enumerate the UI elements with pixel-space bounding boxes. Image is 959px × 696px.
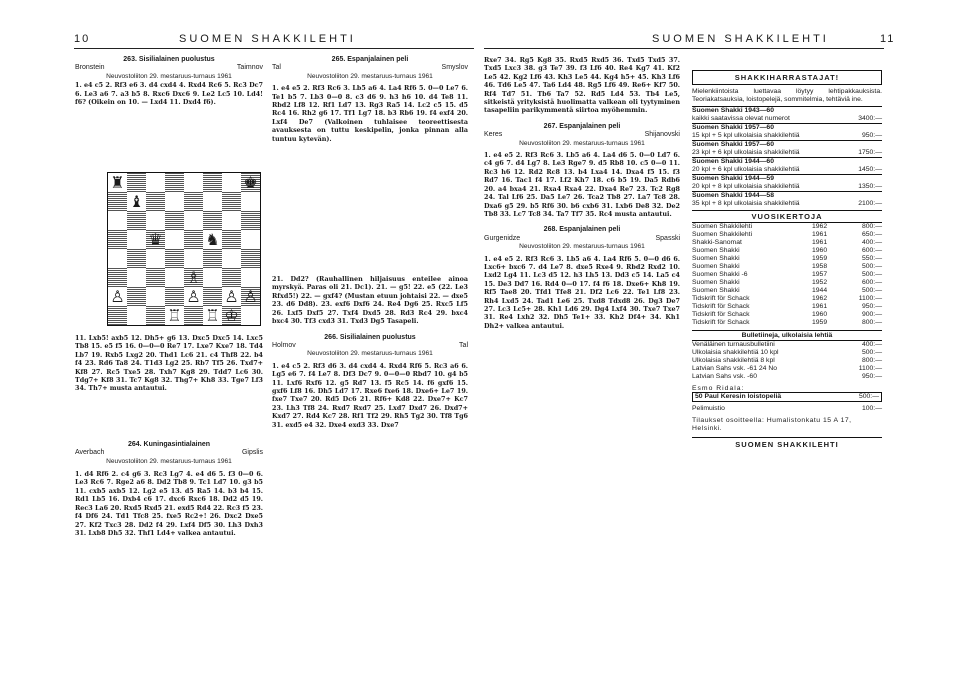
volume-year: 1952 (812, 279, 828, 286)
volumes-title: VUOSIKERTOJA (692, 210, 882, 223)
offer-price: 1750:— (858, 149, 882, 156)
volume-row (692, 255, 882, 263)
volume-price: 500:— (861, 263, 882, 270)
chess-piece: ♙ (224, 287, 239, 306)
board-square (222, 192, 241, 211)
offer-row (692, 132, 882, 140)
board-square (127, 268, 146, 287)
bulletin-list (692, 341, 882, 381)
board-square (165, 249, 184, 268)
game-266-moves: 1. e4 c5 2. Rf3 d6 3. d4 cxd4 4. Rxd4 Rf6 5. Rc3 a6 6. Lg5 e6 7. f4 Le7 8. Df3 Dc7 9. 0—0—0 Rbd7 10. g4 b5 11. Lxf6 Rxf6 12. g5 Rd7 13. f5 Rc5 14. f6 gxf6 15. gxf6 Lf8 16. Dh5 Ld7 17. Rxe6 fxe6 18. Dxe6+ Le7 19. fxe7 Txe7 20. Rd5 Dc6 21. Rf6+ Kd8 22. Dxe7+ Kc7 23. Lh3 Tf8 24. Rxd7 Rxd7 25. Lxd7 Dxd7 26. Dxd7+ Kxd7 27. Rd4 Kc7 28. Rf1 Tf2 29. Rh5 Tg2 30. Tf8 Tg6 31. exd5 e4 32. Dxe4 exd3 33. Dxe7 (272, 361, 468, 429)
offer-name: Suomen Shakki 1944—60 (692, 157, 882, 166)
column-1-lower (75, 334, 263, 537)
game-263-players (75, 64, 263, 72)
board-square (108, 306, 127, 325)
chess-piece: ♜ (110, 173, 125, 192)
board-square (108, 192, 127, 211)
board-square (165, 211, 184, 230)
volume-row (692, 303, 882, 311)
ad-footer: SUOMEN SHAKKILEHTI (692, 437, 882, 449)
bulletin-row (692, 349, 882, 357)
bulletin-name: Venäläinen turnausbulletiini (692, 341, 775, 348)
volume-price: 950:— (861, 303, 882, 310)
game-267-title: 267. Espanjalainen peli (543, 122, 621, 130)
game-267-players (484, 131, 680, 139)
ad-title: SHAKKIHARRASTAJAT! (692, 70, 882, 85)
volume-name: Suomen Shakki (692, 247, 740, 254)
board-square (108, 268, 127, 287)
board-square (127, 306, 146, 325)
game-265-title: 265. Espanjalainen peli (331, 56, 409, 63)
volume-name: Suomen Shakki (692, 287, 740, 294)
board-square (203, 268, 222, 287)
board-square (127, 173, 146, 192)
bulletin-price: 500:— (861, 349, 882, 356)
volume-year: 1957 (812, 271, 828, 278)
offer-price: 3400:— (858, 115, 882, 122)
board-square (146, 192, 165, 211)
board-square (184, 306, 203, 325)
ad-intro: Mielenkiintoista luettavaa löytyy lehtipakkauksista. Teoriakatsauksia, loistopelejä, sommitelmia, tehtäviä ine. (692, 88, 882, 103)
volume-year: 1961 (812, 231, 828, 238)
volume-year: 1959 (812, 255, 828, 262)
order-address: Tilaukset osoitteella: Humalistonkatu 15 A 17, Helsinki. (692, 417, 852, 432)
pelimuistio-row (692, 405, 882, 413)
bulletin-row (692, 365, 882, 373)
column-2 (272, 56, 468, 429)
offer-row (692, 115, 882, 123)
game-266-players (272, 342, 468, 350)
offer-name: Suomen Shakki 1957—60 (692, 123, 882, 132)
board-square (108, 249, 127, 268)
volume-price: 400:— (861, 239, 882, 246)
black-player: Gipslis (241, 449, 263, 457)
offer-note: kaikki saatavissa olevat numerot (692, 115, 790, 122)
game-263-event: Neuvostoliiton 29. mestaruus-turnaus 1961 (106, 72, 232, 80)
book-row (692, 392, 882, 402)
volume-price: 500:— (861, 271, 882, 278)
white-player: Averbach (75, 449, 105, 457)
game-266-event: Neuvostoliiton 29. mestaruus-turnaus 1961 (307, 350, 433, 358)
game-267-moves: 1. e4 e5 2. Rf3 Rc6 3. Lb5 a6 4. La4 d6 5. 0—0 Ld7 6. c4 g6 7. d4 Lg7 8. Le3 Rge7 9. d5 Rb8 10. c5 0—0 11. Rc3 h6 12. Rd2 Rc8 13. b4 Lxa4 14. Dxa4 f5 15. f3 Rd7 16. Tac1 f4 17. Lf2 Kh7 18. c6 b5 19. Da5 Rdb6 20. a4 bxa4 21. Rxa4 Rxa4 22. Dxa4 Re7 23. Tc2 Rg8 24. Tal Lf6 25. Da5 Le7 26. Tca2 Tb8 27. La7 Tc8 28. Dxa6 g5 29. b5 Rf6 30. b6 cxb6 31. Lxb6 De8 32. De2 Tb8 33. Lc7 Tc8 34. Ta7 Tf7 35. Rc4 musta antautui. (484, 151, 680, 218)
bulletin-row (692, 357, 882, 365)
bulletin-row (692, 373, 882, 381)
offer-row (692, 166, 882, 174)
game-268-title: 268. Espanjalainen peli (543, 226, 621, 234)
game-264-players (75, 449, 263, 457)
chess-piece: ♗ (186, 268, 201, 287)
chess-piece: ♖ (167, 306, 182, 325)
bulletin-price: 1100:— (858, 365, 882, 372)
board-square (184, 249, 203, 268)
volume-row (692, 287, 882, 295)
board-square (146, 249, 165, 268)
game-263-title: 263. Sisilialainen puolustus (123, 56, 215, 63)
game-268-event: Neuvostoliiton 29. mestaruus-turnaus 1961 (519, 243, 645, 251)
board-square (241, 211, 260, 230)
bulletin-name: Latvian Sahs vsk. -60 (692, 373, 757, 380)
offer-price: 2100:— (858, 200, 882, 207)
board-square (222, 211, 241, 230)
offer-note: 23 kpl + 6 kpl ulkolaisia shakkilehtiä (692, 149, 800, 156)
game-263-moves-1: 1. e4 c5 2. Rf3 e6 3. d4 cxd4 4. Rxd4 Rc6 5. Rc3 Dc7 6. Le3 a6 7. a3 b5 8. Rxc6 Dxc6 9. Le2 Lc5 10. Ld4! f6? (Oikein on 10. — Lxd4 11. Dxd4 f6). (75, 81, 263, 107)
offer-price: 1350:— (858, 183, 882, 190)
board-square (203, 249, 222, 268)
volume-price: 800:— (861, 223, 882, 230)
board-square (146, 211, 165, 230)
board-square (127, 230, 146, 249)
header-rule-left (74, 48, 474, 49)
volume-row (692, 231, 882, 239)
volume-name: Suomen Shakkilehti (692, 231, 753, 238)
black-player: Smyslov (441, 64, 468, 72)
board-square (203, 211, 222, 230)
board-square (146, 287, 165, 306)
volume-price: 1100:— (858, 295, 882, 302)
volume-row (692, 223, 882, 231)
board-square (203, 192, 222, 211)
volume-year: 1959 (812, 319, 828, 326)
volume-year: 1960 (812, 247, 828, 254)
offer-name: Suomen Shakki 1944—58 (692, 191, 882, 200)
game-266-title: 266. Sisilialainen puolustus (324, 333, 416, 341)
offer-name: Suomen Shakki 1957—60 (692, 140, 882, 149)
board-square (165, 192, 184, 211)
volume-name: Shakki-Sanomat (692, 239, 742, 246)
offer-row (692, 149, 882, 157)
chess-piece: ♞ (205, 230, 220, 249)
volume-price: 650:— (861, 231, 882, 238)
offer-note: 15 kpl + 5 kpl ulkolaisia shakkilehtiä (692, 132, 800, 139)
volume-year: 1962 (812, 295, 828, 302)
game-263-moves-2: 11. Lxb5! axb5 12. Dh5+ g6 13. Dxc5 Dxc5 14. Lxc5 Tb8 15. e5 f5 16. 0—0—0 Re7 17. Lxe7 Kxe7 18. Td4 Lb7 19. Rxb5 Lxg2 20. Thd1 Lc6 21. c4 Thf8 22. b4 f4 23. Rd6 Ta8 24. T1d3 Lg2 25. Rb7 Tf5 26. Txd7+ Kf8 27. Rc5 Txe5 28. Txh7 Kg8 29. Tdd7 Lc6 30. Tdg7+ Kf8 31. Tc7 Kg8 32. Thg7+ Kh8 33. Tge7 Lf3 34. Th7+ musta antautui. (75, 334, 263, 393)
volume-year: 1961 (812, 303, 828, 310)
black-player: Shijanovski (644, 131, 680, 139)
volume-name: Tidskrift för Schack (692, 295, 750, 302)
page-number-left: 10 (74, 33, 91, 45)
volume-name: Tidskrift för Schack (692, 303, 750, 310)
offer-name: Suomen Shakki 1943—60 (692, 106, 882, 115)
board-square (127, 211, 146, 230)
board-square (241, 192, 260, 211)
header-rule-right (484, 48, 884, 49)
chess-diagram (107, 172, 261, 326)
column-3 (484, 56, 680, 330)
chess-piece: ♙ (110, 287, 125, 306)
chess-piece: ♚ (243, 173, 258, 192)
game-265-players (272, 64, 468, 72)
volume-price: 600:— (861, 247, 882, 254)
offer-note: 20 kpl + 8 kpl ulkolaisia shakkilehtiä (692, 183, 800, 190)
volume-price: 900:— (861, 311, 882, 318)
volume-year: 1962 (812, 223, 828, 230)
board-square (184, 173, 203, 192)
volume-row (692, 247, 882, 255)
book-price: 500:— (858, 393, 879, 400)
pelimuistio-price: 100:— (861, 405, 882, 412)
chess-piece: ♔ (224, 306, 239, 325)
volume-row (692, 311, 882, 319)
offer-price: 1450:— (858, 166, 882, 173)
book-name: 50 Paul Keresin loistopeliä (695, 393, 782, 400)
board-square (222, 230, 241, 249)
board-square (146, 306, 165, 325)
volume-year: 1944 (812, 287, 828, 294)
black-player: Tal (459, 341, 468, 349)
bulletin-price: 400:— (861, 341, 882, 348)
game-264-event: Neuvostoliiton 29. mestaruus-turnaus 1961 (106, 457, 232, 465)
volume-year: 1958 (812, 263, 828, 270)
volume-year: 1961 (812, 239, 828, 246)
board-square (222, 173, 241, 192)
black-player: Spasski (655, 234, 680, 242)
volume-name: Tidskrift för Schack (692, 311, 750, 318)
board-square (203, 287, 222, 306)
board-square (241, 249, 260, 268)
game-268-players (484, 235, 680, 243)
volume-name: Suomen Shakki (692, 255, 740, 262)
volume-row (692, 271, 882, 279)
chess-piece: ♛ (148, 230, 163, 249)
column-1 (75, 56, 263, 106)
board-square (184, 211, 203, 230)
game-265-moves: 1. e4 e5 2. Rf3 Rc6 3. Lb5 a6 4. La4 Rf6 5. 0—0 Le7 6. Te1 b5 7. Lb3 0—0 8. c3 d6 9. h3 h6 10. d4 Te8 11. Rbd2 Lf8 12. Rf1 Ld7 13. Rg3 Ra5 14. Lc2 c5 15. d5 Rc4 16. Rh2 g6 17. Tf1 Lg7 18. b3 Rb6 19. f4 exf4 20. Lxf4 De7 (Valkoinen tuhlaisee teoreettisesta avauksesta on tuttu keskipelin, jonka pinnan alla tuntuu kytevän). (272, 84, 468, 143)
volume-row (692, 295, 882, 303)
bulletins-title: Bulletiineja, ulkolaisia lehtiä (692, 330, 882, 341)
offer-note: 20 kpl + 6 kpl ulkolaisia shakkilehtiä (692, 166, 800, 173)
running-title-left: SUOMEN SHAKKILEHTI (179, 33, 356, 45)
bulletin-price: 950:— (861, 373, 882, 380)
game-268-moves: 1. e4 e5 2. Rf3 Rc6 3. Lb5 a6 4. La4 Rf6 5. 0—0 d6 6. Lxc6+ bxc6 7. d4 Le7 8. dxe5 Rxe4 9. Rbd2 Rxd2 10. Lxd2 Lg4 11. Lc3 d5 12. h3 Lh5 13. Dd3 c5 14. La5 c4 15. De3 Dd7 16. Rd4 0—0 17. f4 f6 18. Dxe6+ Kh8 19. Rf5 Tae8 20. Tfd1 Tfe8 21. Df2 Lc6 22. Te1 Lf8 23. Rh4 Lxd5 24. Tad1 Le6 25. Txd8 Tdxd8 26. Dg3 De7 27. Lc3 Lc5+ 28. Kh1 Ld6 29. Dg4 Lxf4 30. Txe7 Txe7 31. Re4 Lxh2 32. Dh5 Te1+ 33. Kh2 Df4+ 34. Kh1 Dh2+ valkea antautui. (484, 254, 680, 330)
bulletin-name: Latvian Sahs vsk. -61 24 No (692, 365, 778, 372)
board-square (108, 211, 127, 230)
volume-price: 500:— (861, 287, 882, 294)
volume-list (692, 223, 882, 327)
board-square (222, 268, 241, 287)
volume-name: Suomen Shakki (692, 263, 740, 270)
board-square (165, 287, 184, 306)
bulletin-price: 800:— (861, 357, 882, 364)
board-square (241, 268, 260, 287)
volume-row (692, 279, 882, 287)
bulletin-name: Ulkolaisia shakkilehtiä 8 kpl (692, 357, 775, 364)
white-player: Bronstein (75, 64, 105, 72)
bulletin-name: Ulkolaisia shakkilehtiä 10 kpl (692, 349, 779, 356)
white-player: Tal (272, 64, 281, 72)
board-square (184, 192, 203, 211)
esmo-label: Esmo Ridala: (692, 385, 745, 392)
offer-row (692, 183, 882, 191)
volume-name: Suomen Shakki -6 (692, 271, 748, 278)
board-square (203, 173, 222, 192)
board-square (241, 306, 260, 325)
board-square (165, 268, 184, 287)
chess-piece: ♙ (243, 287, 258, 306)
offer-note: 35 kpl + 8 kpl ulkolaisia shakkilehtiä (692, 200, 800, 207)
white-player: Holmov (272, 341, 296, 349)
volume-name: Tidskrift för Schack (692, 319, 750, 326)
volume-row (692, 263, 882, 271)
board-square (108, 230, 127, 249)
volume-price: 600:— (861, 279, 882, 286)
offer-row (692, 200, 882, 208)
volume-name: Suomen Shakkilehti (692, 223, 753, 230)
board-square (146, 173, 165, 192)
bulletin-row (692, 341, 882, 349)
chess-piece: ♙ (186, 287, 201, 306)
volume-row (692, 239, 882, 247)
white-player: Gurgenidze (484, 234, 521, 242)
chess-piece: ♖ (205, 306, 220, 325)
white-player: Keres (484, 131, 503, 139)
pelimuistio-name: Pelimuistio (692, 405, 725, 412)
game-264-title: 264. Kuningasintialainen (127, 440, 211, 448)
board-square (146, 268, 165, 287)
volume-year: 1960 (812, 311, 828, 318)
black-player: Taimnov (236, 64, 263, 72)
board-square (241, 230, 260, 249)
board-square (127, 287, 146, 306)
board-square (184, 230, 203, 249)
offer-price: 950:— (861, 132, 882, 139)
board-square (222, 249, 241, 268)
board-square (127, 249, 146, 268)
offer-list (692, 106, 882, 208)
board-square (165, 173, 184, 192)
sidebar-ad (692, 70, 882, 449)
volume-row (692, 319, 882, 327)
volume-name: Suomen Shakki (692, 279, 740, 286)
chess-piece: ♝ (129, 192, 144, 211)
volume-price: 550:— (861, 255, 882, 262)
game-265-continuation: 21. Dd2? (Rauhallinen hiljaisuus enteilee ainoa myrskyä. Paras oli 21. Dc1). 21. — g5! 22. e5 (22. Le3 Rfxd5!) 22. — gxf4? (Mustan etuun johtaisi 22. — dxe5 23. d6 Dd8). 23. exf6 Dxf6 24. Re4 Dg6 25. Rxc5 Lf5 26. Lxf5 Dxf5 27. Txf4 Dxd5 28. Rd3 Rc4 29. bxc4 bxc4 30. Tf3 cxd3 31. Txd3 Dg5 Tasapeli. (272, 275, 468, 326)
volume-price: 800:— (861, 319, 882, 326)
game-264-moves: 1. d4 Rf6 2. c4 g6 3. Rc3 Lg7 4. e4 d6 5. f3 0—0 6. Le3 Rc6 7. Rge2 a6 8. Dd2 Tb8 9. Tc1 Ld7 10. g3 b5 11. cxb5 axb5 12. Lg2 e5 13. d5 Ra5 14. b3 b4 15. Rd1 Lb5 16. Dxb4 c6 17. dxc6 Rxc6 18. Dd2 d5 19. Rec3 La6 20. Rxd5 Rxd5 21. exd5 Rd4 22. Rc3 f5 23. f4 Df6 24. Td1 Tfc8 25. fxe5 Rc2+! 26. Dxc2 Dxe5 27. Kf2 Txc3 28. Dd2 f4 29. Lxf4 Df5 30. Lh3 Dxh3 31. Lxb8 Dh5 32. Thf1 Ld4+ valkea antautui. (75, 470, 263, 537)
game-267-preamble: Rxe7 34. Rg5 Kg8 35. Rxd5 Rxd5 36. Txd5 Txd5 37. Txd5 Lxc3 38. g3 Te7 39. f3 Lf6 40. Re4 Kg7 41. Kf2 Le5 42. Kg2 Lf6 43. Kh3 Le5 44. Kg4 h5+ 45. Kh3 Lf6 46. Td6 Le5 47. Ta6 Ld4 48. Rg5 Lf6 49. Re6+ Kf7 50. Rf4 Td7 51. Tb6 Ta7 52. Rd5 Ld4 53. Tb4 Le5, sitkeistä yrityksistä huolimatta valkean oli tyytyminen tasapeliin parikymmentä siirtoa myöhemmin. (484, 56, 680, 115)
offer-name: Suomen Shakki 1944—59 (692, 174, 882, 183)
page-number-right: 11 (880, 33, 896, 45)
game-265-event: Neuvostoliiton 29. mestaruus-turnaus 1961 (307, 72, 433, 80)
game-267-event: Neuvostoliiton 29. mestaruus-turnaus 1961 (519, 139, 645, 147)
board-square (165, 230, 184, 249)
running-title-right: SUOMEN SHAKKILEHTI (652, 33, 829, 45)
